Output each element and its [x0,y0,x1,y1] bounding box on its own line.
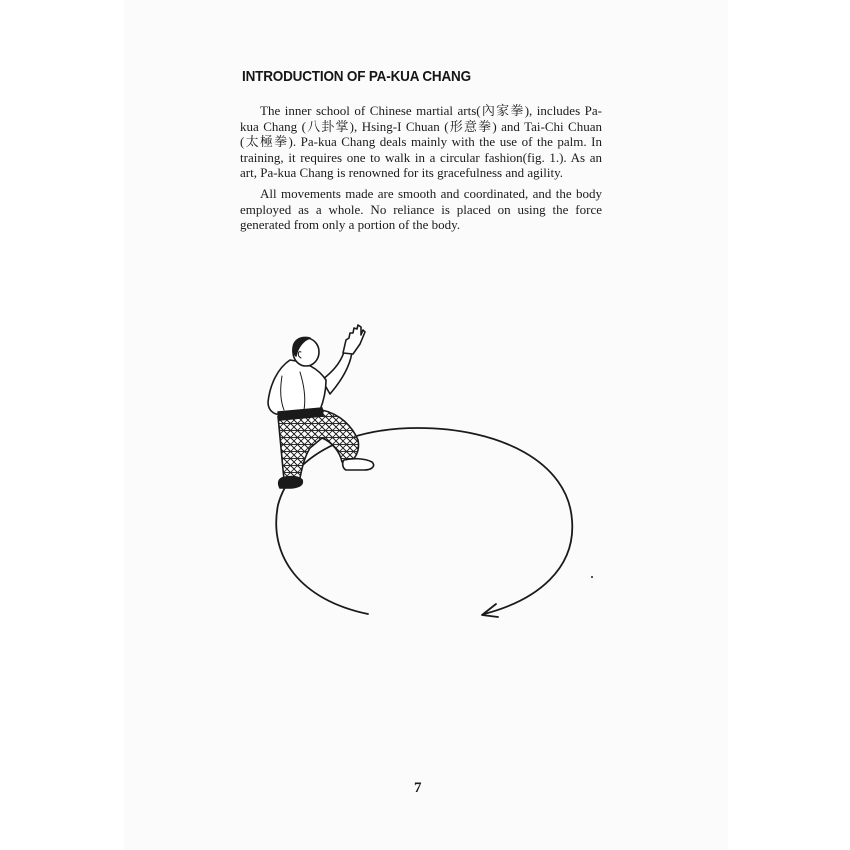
page-number: 7 [414,780,422,796]
paragraph-intro: The inner school of Chinese martial arts(內家拳), includes Pa-kua Chang (八卦掌), Hsing-I Chuan (形意拳) and Tai-Chi Chuan (太極拳). Pa-kua Chang deals mainly with the use of the palm. In training, it requires one to walk in a circular fashion(fig. 1.). As an art, Pa-kua Chang is renowned for its gracefulness and agility. [240,103,602,181]
paragraph-movements: All movements made are smooth and coordinated, and the body employed as a whole. No reliance is placed on using the force generated from only a portion of the body. [240,186,602,233]
page-title: INTRODUCTION OF PA-KUA CHANG [242,68,471,85]
